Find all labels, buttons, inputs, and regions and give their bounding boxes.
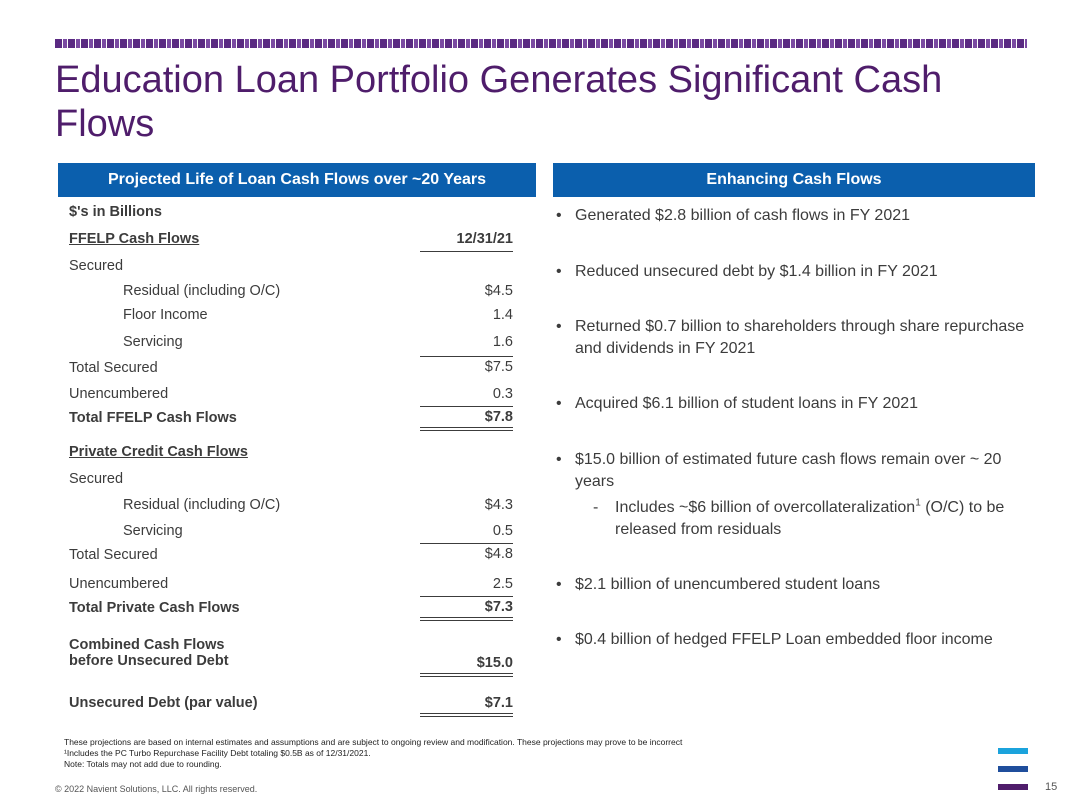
table-row bbox=[58, 467, 536, 491]
row-value: 0.5 bbox=[492, 523, 513, 539]
page-number: 15 bbox=[1045, 781, 1058, 793]
combined-label-line2: before Unsecured Debt bbox=[69, 653, 229, 669]
row-value: 2.5 bbox=[492, 576, 513, 592]
cash-flow-table-header: Projected Life of Loan Cash Flows over ~20 Years bbox=[58, 163, 536, 197]
bullet-icon: • bbox=[556, 631, 562, 648]
row-label: Servicing bbox=[123, 523, 183, 539]
table-row bbox=[58, 200, 536, 224]
dash-icon: - bbox=[593, 499, 599, 516]
combined-label-line1: Combined Cash Flows bbox=[69, 637, 225, 653]
footnote-1: ¹Includes the PC Turbo Repurchase Facility Debt totaling $0.5B as of 12/31/2021. bbox=[64, 748, 371, 758]
bullet-icon: • bbox=[556, 395, 562, 412]
row-label: Total Secured bbox=[69, 547, 158, 563]
row-label: Total FFELP Cash Flows bbox=[69, 410, 237, 426]
table-row bbox=[58, 440, 536, 464]
row-value: $7.3 bbox=[420, 596, 513, 615]
row-value: 1.4 bbox=[492, 307, 513, 323]
row-label: Total Private Cash Flows bbox=[69, 600, 240, 616]
row-value: 0.3 bbox=[492, 386, 513, 402]
row-value: $7.1 bbox=[420, 695, 513, 711]
table-row bbox=[58, 406, 536, 430]
units-label: $'s in Billions bbox=[69, 204, 162, 220]
table-row bbox=[58, 303, 536, 327]
bullet-icon: • bbox=[556, 576, 562, 593]
private-section-title: Private Credit Cash Flows bbox=[69, 444, 248, 460]
row-label: Unsecured Debt (par value) bbox=[69, 695, 258, 711]
row-label: Servicing bbox=[123, 334, 183, 350]
table-row bbox=[58, 382, 536, 406]
row-label: Floor Income bbox=[123, 307, 208, 323]
row-value: 1.6 bbox=[492, 334, 513, 350]
footnote-disclaimer: These projections are based on internal estimates and assumptions and are subject to ongoing review and modification. These projections may prove to be incorrect bbox=[64, 737, 683, 747]
table-row bbox=[58, 543, 536, 567]
bullet-icon: • bbox=[556, 263, 562, 280]
row-label: Unencumbered bbox=[69, 576, 169, 592]
table-row bbox=[58, 227, 536, 251]
logo-bar-top bbox=[998, 748, 1028, 754]
bullet-icon: • bbox=[556, 207, 562, 224]
footnotes bbox=[64, 737, 824, 770]
table-row bbox=[58, 279, 536, 303]
table-row bbox=[58, 330, 536, 354]
row-value: $7.5 bbox=[420, 356, 513, 375]
bullet-icon: • bbox=[556, 451, 562, 468]
brand-logo-icon bbox=[998, 748, 1028, 792]
table-row bbox=[58, 519, 536, 543]
decorative-top-bar bbox=[55, 39, 1027, 48]
row-value: $15.0 bbox=[420, 655, 513, 671]
row-value: $4.3 bbox=[484, 497, 513, 513]
table-row bbox=[58, 254, 536, 278]
bullet-icon: • bbox=[556, 318, 562, 335]
row-value: $4.8 bbox=[420, 543, 513, 562]
copyright: © 2022 Navient Solutions, LLC. All rights reserved. bbox=[55, 784, 258, 794]
logo-bar-middle bbox=[998, 766, 1028, 772]
table-row bbox=[58, 691, 536, 715]
table-row bbox=[58, 596, 536, 620]
row-label bbox=[69, 637, 229, 669]
logo-bar-bottom bbox=[998, 784, 1028, 790]
enhancing-cash-flows-header: Enhancing Cash Flows bbox=[553, 163, 1035, 197]
slide-title: Education Loan Portfolio Generates Significant Cash Flows bbox=[55, 59, 943, 145]
date-column-header: 12/31/21 bbox=[420, 231, 513, 247]
table-row bbox=[58, 572, 536, 596]
ffelp-section-title: FFELP Cash Flows bbox=[69, 231, 200, 247]
table-row bbox=[58, 356, 536, 380]
row-label: Unencumbered bbox=[69, 386, 169, 402]
footnote-note: Note: Totals may not add due to rounding. bbox=[64, 759, 222, 769]
row-value: $4.5 bbox=[484, 283, 513, 299]
row-label: Secured bbox=[69, 258, 124, 274]
table-row bbox=[58, 493, 536, 517]
row-label: Residual (including O/C) bbox=[123, 497, 281, 513]
row-label: Total Secured bbox=[69, 360, 158, 376]
row-label: Residual (including O/C) bbox=[123, 283, 281, 299]
table-row bbox=[58, 633, 536, 673]
row-value: $7.8 bbox=[420, 406, 513, 425]
row-label: Secured bbox=[69, 471, 124, 487]
